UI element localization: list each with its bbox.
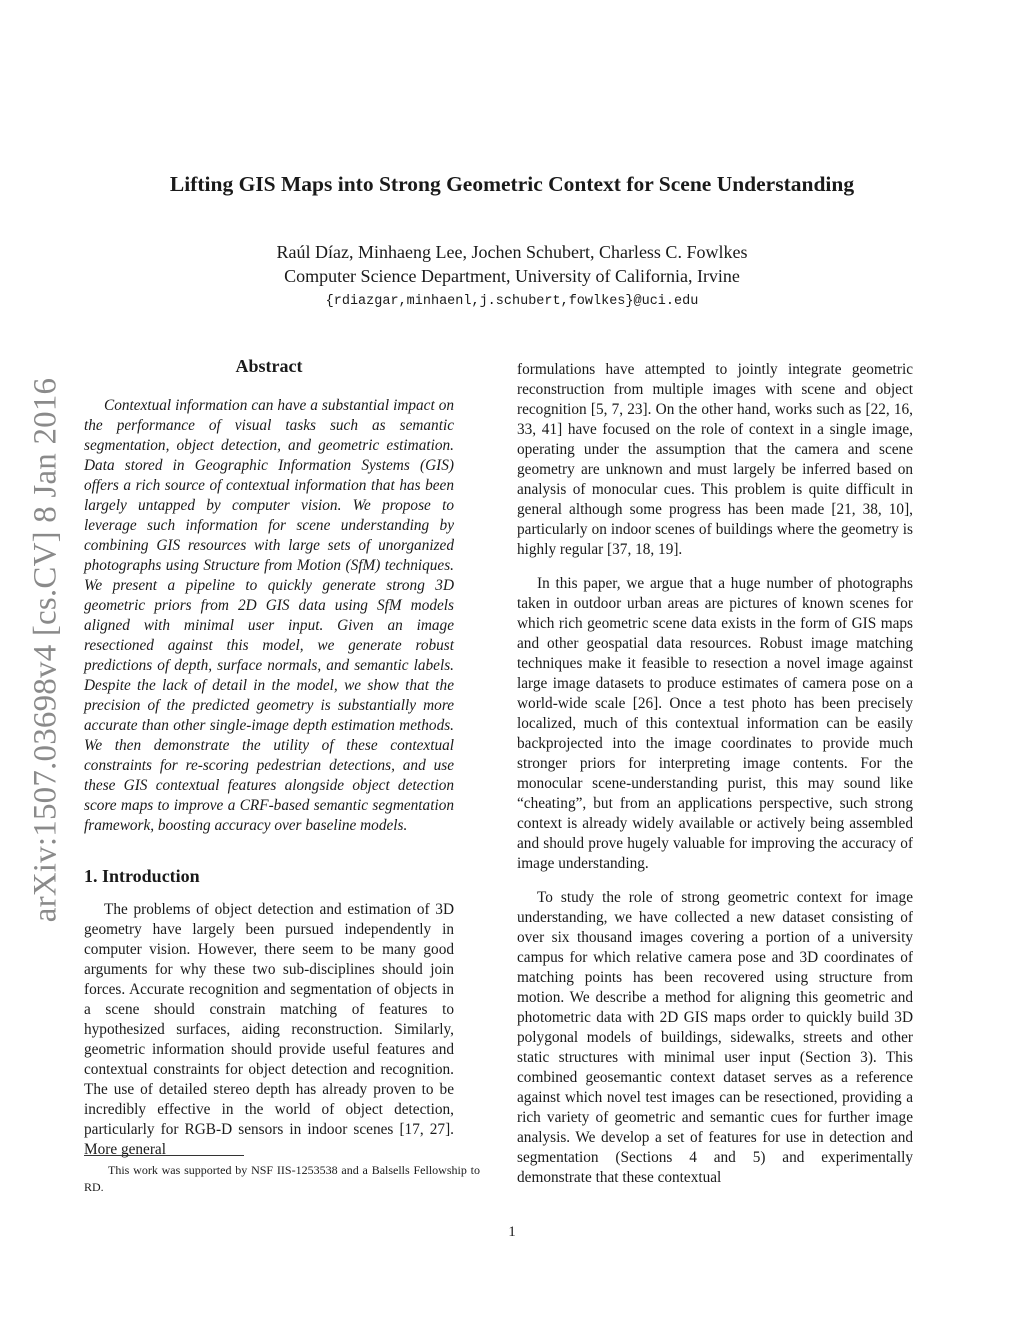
footnote-rule: [84, 1155, 244, 1156]
intro-paragraph: The problems of object detection and estimation of 3D geometry have largely been pursued independently in computer vision. However, there seem to be many good arguments for why these two sub-disciplines should join forces. Accurate recognition and segmentation of objects in a scene should constrain matching of features to hypothesized surfaces, aiding reconstruction. Similarly, geometric information should provide useful features and contextual constraints for object detection and recognition. The use of detailed stereo depth has already proven to be incredibly effective in the world of object detection, particularly for RGB-D sensors in indoor scenes [17, 27]. More general: [84, 901, 454, 1158]
author-block: [0, 240, 1024, 314]
author-affiliation: Computer Science Department, University of California, Irvine: [284, 266, 740, 286]
page-number: 1: [508, 1224, 516, 1240]
intro-paragraph: In this paper, we argue that a huge number of photographs taken in outdoor urban areas are pictures of known scenes for which rich geometric scene data exists in the form of GIS maps and other geospatial data resources. Robust image matching techniques make it feasible to resection a novel image against large image datasets to produce estimates of camera pose on a world-wide scale [26]. Once a test photo has been precisely localized, much of this contextual information can be easily backprojected into the image coordinates to provide much stronger priors for interpreting image contents. For the monocular scene-understanding purist, this may sound like “cheating”, but from an applications perspective, such strong context is already widely available or actively being assembled and should prove hugely valuable for improving the accuracy of image understanding.: [517, 575, 913, 872]
left-column: [84, 352, 454, 1174]
intro-paragraph: To study the role of strong geometric context for image understanding, we have collected a new dataset consisting of over six thousand images covering a portion of a university campus for which relative camera pose and 3D coordinates of matching points has been recovered using structure from motion. We describe a method for aligning this geometric and photometric data with 2D GIS maps order to quickly build 3D polygonal models of buildings, sidewalks, streets and other static structures with minimal user input (Section 3). This combined geosemantic context dataset serves as a reference against which novel test images can be resectioned, providing a rich variety of geometric and semantic cues for further image analysis. We develop a set of features for use in detection and segmentation (Sections 4 and 5) and experimentally demonstrate that these contextual: [517, 889, 913, 1186]
right-column: [517, 360, 913, 1202]
intro-paragraph: formulations have attempted to jointly integrate geometric reconstruction from multiple images with scene and object recognition [5, 7, 23]. On the other hand, works such as [22, 16, 33, 41] have focused on the role of context in a single image, operating under the assumption that the camera and scene geometry are unknown and must largely be inferred based on analysis of monocular cues. This problem is quite difficult in general although some progress has been made [21, 38, 10], particularly on indoor scenes of buildings where the geometry is highly regular [37, 18, 19].: [517, 361, 913, 558]
arxiv-identifier-text: arXiv:1507.03698v4 [cs.CV] 8 Jan 2016: [27, 377, 64, 923]
paper-title: Lifting GIS Maps into Strong Geometric Context for Scene Understanding: [169, 172, 855, 196]
author-emails: {rdiazgar,minhaenl,j.schubert,fowlkes}@uci.edu: [325, 294, 699, 309]
introduction-heading: 1. Introduction: [84, 866, 200, 886]
abstract-heading: Abstract: [235, 356, 303, 376]
author-names: Raúl Díaz, Minhaeng Lee, Jochen Schubert, Charless C. Fowlkes: [276, 242, 748, 262]
footnote: [84, 1155, 480, 1196]
arxiv-identifier: [26, 365, 66, 935]
abstract-text: Contextual information can have a substantial impact on the performance of visual tasks such as semantic segmentation, object detection, and geometric estimation. Data stored in Geographic Information Systems (GIS) offers a rich source of contextual information that has been largely untapped by computer vision. We propose to leverage such information for scene understanding by combining GIS resources with large sets of unorganized photographs using Structure from Motion (SfM) techniques. We present a pipeline to quickly generate strong 3D geometric priors from 2D GIS data using SfM models aligned with minimal user input. Given an image resectioned against this model, we generate robust predictions of depth, surface normals, and semantic labels. Despite the lack of detail in the model, we show that the precision of the predicted geometry is substantially more accurate than other single-image depth estimation methods. We then demonstrate the utility of these contextual constraints for re-scoring pedestrian detections, and use these GIS contextual features alongside object detection score maps to improve a CRF-based semantic segmentation framework, boosting accuracy over baseline models.: [84, 397, 454, 834]
footnote-text: This work was supported by NSF IIS-1253538 and a Balsells Fellowship to RD.: [84, 1163, 480, 1194]
